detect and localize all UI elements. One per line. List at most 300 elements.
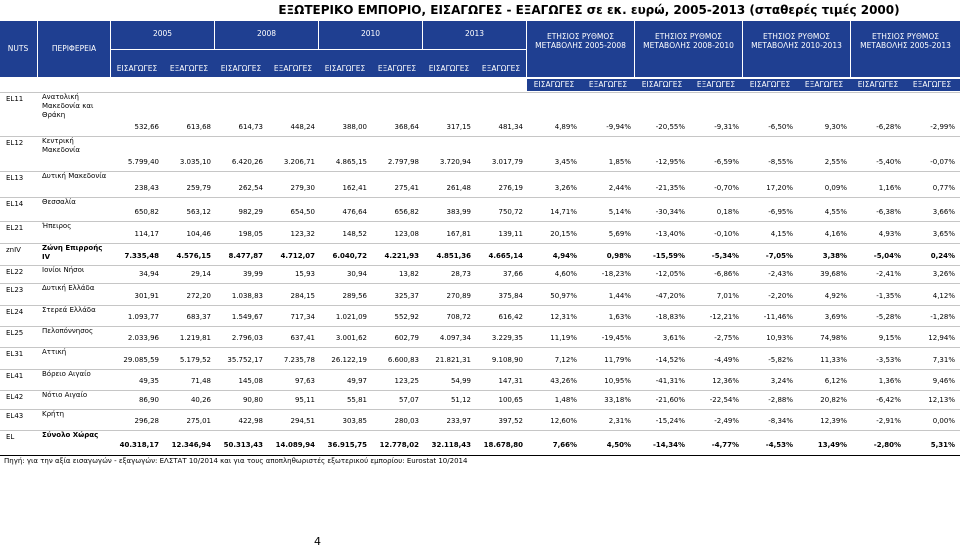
exports-rate: 0,09%: [824, 184, 847, 192]
exports-rate: 5,14%: [608, 208, 631, 216]
imports-rate: 3,24%: [770, 377, 793, 385]
imports-rate: -6,38%: [876, 208, 901, 216]
region-name: Πελοπόννησος: [42, 327, 94, 335]
imports-value: 36.915,75: [327, 441, 367, 449]
table-title: ΕΞΩΤΕΡΙΚΟ ΕΜΠΟΡΙΟ, ΕΙΣΑΓΩΓΕΣ - ΕΞΑΓΩΓΕΣ σε εκ. ευρώ, 2005-2013 (σταθερές τιμές 2000): [278, 3, 900, 17]
exports-value: 259,79: [186, 184, 211, 192]
exports-rate: 33,18%: [604, 396, 631, 404]
imports-rate: 11,19%: [550, 334, 577, 342]
imports-rate: -5,04%: [873, 252, 901, 260]
imports-value: 4.865,15: [335, 158, 367, 166]
imports-subheader: ΕΙΣΑΓΩΓΕΣ: [428, 63, 470, 73]
imports-rate: -14,34%: [652, 441, 685, 449]
exports-value: 97,63: [294, 377, 315, 385]
region-name: Στερεά Ελλάδα: [42, 306, 96, 314]
imports-value: 383,99: [446, 208, 471, 216]
region-name: Δυτική Μακεδονία: [42, 172, 107, 180]
imports-value: 39,99: [242, 270, 263, 278]
imports-rate: -12,05%: [655, 270, 685, 278]
exports-rate: -4,49%: [714, 356, 739, 364]
exports-value: 397,52: [498, 417, 523, 425]
imports-value: 289,56: [342, 292, 367, 300]
imports-value: 148,52: [342, 230, 367, 238]
nuts-code: znIV: [6, 246, 21, 254]
imports-rate: 17,20%: [766, 184, 793, 192]
row-divider: [0, 430, 960, 431]
nuts-code: EL24: [6, 308, 24, 316]
imports-value: 54,99: [450, 377, 471, 385]
imports-value: 4.851,36: [436, 252, 471, 260]
imports-value: 7.335,48: [124, 252, 159, 260]
exports-value: 123,08: [394, 230, 419, 238]
imports-rate: -5,82%: [768, 356, 793, 364]
exports-value: 656,82: [394, 208, 419, 216]
exports-value: 12.778,02: [379, 441, 419, 449]
exports-value: 279,30: [290, 184, 315, 192]
imports-rate: -18,83%: [655, 313, 685, 321]
imports-value: 8.477,87: [228, 252, 263, 260]
exports-subheader: ΕΞΑΓΩΓΕΣ: [273, 63, 313, 73]
nuts-code: EL42: [6, 393, 24, 401]
year-header-2013: 2013: [464, 29, 485, 39]
exports-subheader: ΕΞΑΓΩΓΕΣ: [481, 63, 521, 73]
imports-rate: -8,34%: [768, 417, 793, 425]
row-divider: [0, 305, 960, 306]
imports-rate: 4,60%: [554, 270, 577, 278]
imports-value: 198,05: [238, 230, 263, 238]
imports-rate: 7,12%: [554, 356, 577, 364]
imports-rate: -5,28%: [876, 313, 901, 321]
row-divider: [0, 197, 960, 198]
exports-value: 4.576,15: [176, 252, 211, 260]
imports-value: 262,54: [238, 184, 263, 192]
exports-rate: -12,21%: [709, 313, 739, 321]
imports-value: 301,91: [134, 292, 159, 300]
exports-rate: 1,63%: [608, 313, 631, 321]
exports-value: 284,15: [290, 292, 315, 300]
imports-value: 982,29: [238, 208, 263, 216]
imports-value: 1.021,09: [335, 313, 367, 321]
exports-rate-subheader: ΕΞΑΓΩΓΕΣ: [588, 79, 628, 89]
imports-value: 167,81: [446, 230, 471, 238]
exports-rate: 4,50%: [606, 441, 631, 449]
imports-rate: 14,71%: [550, 208, 577, 216]
row-divider: [0, 136, 960, 137]
exports-value: 717,34: [290, 313, 315, 321]
imports-value: 50.313,43: [223, 441, 263, 449]
exports-value: 4.221,93: [384, 252, 419, 260]
exports-value: 325,37: [394, 292, 419, 300]
imports-rate-subheader: ΕΙΣΑΓΩΓΕΣ: [533, 79, 575, 89]
exports-rate: 12,94%: [928, 334, 955, 342]
exports-value: 275,01: [186, 417, 211, 425]
exports-rate: 39,68%: [820, 270, 847, 278]
imports-subheader: ΕΙΣΑΓΩΓΕΣ: [324, 63, 366, 73]
imports-rate: 1,48%: [554, 396, 577, 404]
rate-header-2005-2013: ΕΤΗΣΙΟΣ ΡΥΘΜΟΣ ΜΕΤΑΒΟΛΗΣ 2005-2013: [860, 32, 951, 50]
exports-value: 3.017,79: [491, 158, 523, 166]
region-name: Ιονίοι Νήσοι: [42, 266, 85, 274]
page-number: 4: [314, 535, 321, 548]
imports-rate: -41,31%: [655, 377, 685, 385]
exports-rate: 3,65%: [932, 230, 955, 238]
imports-value: 296,28: [134, 417, 159, 425]
imports-value: 32.118,43: [431, 441, 471, 449]
row-divider: [0, 265, 960, 266]
imports-rate: -2,91%: [876, 417, 901, 425]
row-divider: [0, 390, 960, 391]
exports-value: 18.678,80: [483, 441, 523, 449]
nuts-code: EL11: [6, 95, 24, 103]
imports-value: 114,17: [134, 230, 159, 238]
exports-value: 147,31: [498, 377, 523, 385]
footer-rule: [0, 455, 960, 456]
imports-value: 30,94: [346, 270, 367, 278]
nuts-code: EL41: [6, 372, 24, 380]
imports-value: 270,89: [446, 292, 471, 300]
imports-value: 49,35: [138, 377, 159, 385]
exports-rate: 0,00%: [932, 417, 955, 425]
imports-value: 21.821,31: [435, 356, 471, 364]
imports-rate: 9,15%: [878, 334, 901, 342]
imports-value: 40.318,17: [119, 441, 159, 449]
imports-value: 2.033,96: [127, 334, 159, 342]
imports-value: 28,73: [450, 270, 471, 278]
imports-value: 1.093,77: [127, 313, 159, 321]
imports-rate: -30,34%: [655, 208, 685, 216]
rate-header-2010-2013: ΕΤΗΣΙΟΣ ΡΥΘΜΟΣ ΜΕΤΑΒΟΛΗΣ 2010-2013: [751, 32, 842, 50]
imports-rate: -21,60%: [655, 396, 685, 404]
exports-value: 2.797,98: [387, 158, 419, 166]
imports-rate: -4,53%: [765, 441, 793, 449]
exports-subheader: ΕΞΑΓΩΓΕΣ: [377, 63, 417, 73]
imports-rate: -12,95%: [655, 158, 685, 166]
region-name: Κρήτη: [42, 410, 65, 418]
imports-value: 162,41: [342, 184, 367, 192]
imports-rate: -6,28%: [876, 123, 901, 131]
exports-rate: 5,31%: [930, 441, 955, 449]
exports-value: 375,84: [498, 292, 523, 300]
exports-value: 100,65: [498, 396, 523, 404]
imports-rate: 1,36%: [878, 377, 901, 385]
imports-value: 2.796,03: [231, 334, 263, 342]
nuts-header: NUTS: [7, 43, 29, 53]
exports-rate: 4,92%: [824, 292, 847, 300]
imports-rate: -15,24%: [655, 417, 685, 425]
row-divider: [0, 283, 960, 284]
imports-rate: -15,59%: [652, 252, 685, 260]
imports-rate: 20,15%: [550, 230, 577, 238]
exports-value: 563,12: [186, 208, 211, 216]
rate-header-2008-2010: ΕΤΗΣΙΟΣ ΡΥΘΜΟΣ ΜΕΤΑΒΟΛΗΣ 2008-2010: [643, 32, 734, 50]
exports-rate: -4,77%: [711, 441, 739, 449]
imports-rate: -14,52%: [655, 356, 685, 364]
exports-rate: 0,24%: [930, 252, 955, 260]
exports-value: 4.665,14: [488, 252, 523, 260]
exports-rate: 9,30%: [824, 123, 847, 131]
exports-rate: 1,44%: [608, 292, 631, 300]
exports-rate: 4,16%: [824, 230, 847, 238]
exports-value: 276,19: [498, 184, 523, 192]
imports-value: 51,12: [450, 396, 471, 404]
exports-value: 272,20: [186, 292, 211, 300]
exports-rate-subheader: ΕΞΑΓΩΓΕΣ: [804, 79, 844, 89]
imports-value: 90,80: [242, 396, 263, 404]
imports-value: 4.097,34: [439, 334, 471, 342]
exports-value: 3.229,35: [491, 334, 523, 342]
row-divider: [0, 243, 960, 244]
year-header-2005: 2005: [152, 29, 173, 39]
row-divider: [0, 347, 960, 348]
exports-value: 3.206,71: [283, 158, 315, 166]
row-divider: [0, 171, 960, 172]
exports-rate: -22,54%: [709, 396, 739, 404]
imports-value: 388,00: [342, 123, 367, 131]
exports-value: 280,03: [394, 417, 419, 425]
imports-value: 708,72: [446, 313, 471, 321]
nuts-code: EL23: [6, 286, 24, 294]
imports-subheader: ΕΙΣΑΓΩΓΕΣ: [220, 63, 262, 73]
exports-rate: 3,38%: [822, 252, 847, 260]
imports-rate: 12,60%: [550, 417, 577, 425]
imports-rate: 43,26%: [550, 377, 577, 385]
imports-value: 532,66: [134, 123, 159, 131]
imports-rate: 1,16%: [878, 184, 901, 192]
source-note: Πηγή: για την αξία εισαγωγών - εξαγωγών: ΕΛΣΤΑΤ 10/2014 και για τους αποπληθωριστές εξωτερικού εμπορίου: Eurostat 10/2014: [4, 457, 468, 465]
exports-rate: 0,18%: [716, 208, 739, 216]
row-divider: [0, 92, 960, 93]
exports-value: 57,07: [398, 396, 419, 404]
exports-rate: 2,44%: [608, 184, 631, 192]
nuts-code: EL43: [6, 412, 24, 420]
imports-rate: 4,94%: [552, 252, 577, 260]
imports-rate: 12,31%: [550, 313, 577, 321]
imports-value: 34,94: [138, 270, 159, 278]
nuts-code: EL: [6, 433, 15, 441]
imports-value: 1.038,83: [231, 292, 263, 300]
imports-value: 6.420,26: [231, 158, 263, 166]
imports-value: 614,73: [238, 123, 263, 131]
exports-rate: 20,82%: [820, 396, 847, 404]
exports-rate: 0,77%: [932, 184, 955, 192]
exports-rate: 3,69%: [824, 313, 847, 321]
imports-value: 303,85: [342, 417, 367, 425]
exports-value: 4.712,07: [280, 252, 315, 260]
imports-rate: -5,40%: [876, 158, 901, 166]
exports-value: 9.108,90: [491, 356, 523, 364]
nuts-code: EL21: [6, 224, 24, 232]
exports-value: 368,64: [394, 123, 419, 131]
exports-rate: 4,55%: [824, 208, 847, 216]
imports-rate: 4,93%: [878, 230, 901, 238]
imports-rate: -2,41%: [876, 270, 901, 278]
row-divider: [0, 369, 960, 370]
nuts-code: EL22: [6, 268, 24, 276]
exports-value: 40,26: [190, 396, 211, 404]
imports-rate-subheader: ΕΙΣΑΓΩΓΕΣ: [857, 79, 899, 89]
exports-rate: -18,23%: [601, 270, 631, 278]
imports-value: 26.122,19: [331, 356, 367, 364]
imports-value: 145,08: [238, 377, 263, 385]
rate-header-2005-2008: ΕΤΗΣΙΟΣ ΡΥΘΜΟΣ ΜΕΤΑΒΟΛΗΣ 2005-2008: [535, 32, 626, 50]
imports-rate: -6,42%: [876, 396, 901, 404]
exports-rate: 7,01%: [716, 292, 739, 300]
imports-value: 29.085,59: [123, 356, 159, 364]
exports-rate: 3,26%: [932, 270, 955, 278]
imports-rate: 4,15%: [770, 230, 793, 238]
exports-rate: -19,45%: [601, 334, 631, 342]
imports-rate: 10,93%: [766, 334, 793, 342]
region-name: Ανατολική Μακεδονία και Θράκη: [42, 93, 94, 119]
exports-value: 123,32: [290, 230, 315, 238]
exports-rate-subheader: ΕΞΑΓΩΓΕΣ: [912, 79, 952, 89]
imports-rate: -21,35%: [655, 184, 685, 192]
exports-value: 683,37: [186, 313, 211, 321]
imports-rate: -47,20%: [655, 292, 685, 300]
region-name: Βόρειο Αιγαίο: [42, 370, 91, 378]
imports-rate: -11,46%: [763, 313, 793, 321]
exports-value: 637,41: [290, 334, 315, 342]
exports-value: 71,48: [190, 377, 211, 385]
imports-rate: 3,45%: [554, 158, 577, 166]
imports-value: 1.549,67: [231, 313, 263, 321]
imports-value: 3.001,62: [335, 334, 367, 342]
exports-rate: -0,70%: [714, 184, 739, 192]
imports-rate: -20,55%: [655, 123, 685, 131]
exports-value: 750,72: [498, 208, 523, 216]
exports-value: 613,68: [186, 123, 211, 131]
imports-value: 261,48: [446, 184, 471, 192]
exports-rate: 2,31%: [608, 417, 631, 425]
imports-rate: -2,20%: [768, 292, 793, 300]
exports-rate: 1,85%: [608, 158, 631, 166]
row-divider: [0, 326, 960, 327]
exports-rate: -9,31%: [714, 123, 739, 131]
nuts-code: EL14: [6, 200, 24, 208]
nuts-code: EL12: [6, 139, 24, 147]
exports-rate: -0,07%: [930, 158, 955, 166]
imports-value: 476,64: [342, 208, 367, 216]
imports-rate: 3,61%: [662, 334, 685, 342]
region-name: Ζώνη Επιρροής IV: [42, 244, 103, 261]
exports-value: 139,11: [498, 230, 523, 238]
exports-value: 6.600,83: [387, 356, 419, 364]
exports-value: 294,51: [290, 417, 315, 425]
imports-value: 317,15: [446, 123, 471, 131]
imports-rate: 4,89%: [554, 123, 577, 131]
exports-rate: 5,69%: [608, 230, 631, 238]
exports-rate: 11,79%: [604, 356, 631, 364]
imports-value: 86,90: [138, 396, 159, 404]
imports-rate: 3,26%: [554, 184, 577, 192]
exports-value: 7.235,78: [283, 356, 315, 364]
imports-rate: -6,50%: [768, 123, 793, 131]
exports-value: 123,25: [394, 377, 419, 385]
imports-rate: -2,43%: [768, 270, 793, 278]
imports-rate: -8,55%: [768, 158, 793, 166]
exports-rate: 11,33%: [820, 356, 847, 364]
exports-rate: 0,98%: [606, 252, 631, 260]
exports-value: 37,66: [502, 270, 523, 278]
exports-rate: -6,59%: [714, 158, 739, 166]
exports-value: 14.089,94: [275, 441, 315, 449]
region-name: Κεντρική Μακεδονία: [42, 137, 81, 154]
exports-rate: 2,55%: [824, 158, 847, 166]
region-name: Νότιο Αιγαίο: [42, 391, 88, 399]
imports-value: 650,82: [134, 208, 159, 216]
exports-value: 616,42: [498, 313, 523, 321]
exports-rate: -2,99%: [930, 123, 955, 131]
year-header-2010: 2010: [360, 29, 381, 39]
imports-rate-subheader: ΕΙΣΑΓΩΓΕΣ: [641, 79, 683, 89]
imports-rate: -2,80%: [873, 441, 901, 449]
exports-value: 275,41: [394, 184, 419, 192]
exports-rate: 9,46%: [932, 377, 955, 385]
row-divider: [0, 409, 960, 410]
exports-rate: 3,66%: [932, 208, 955, 216]
region-name: Θεσσαλία: [42, 198, 76, 206]
region-name: Σύνολο Χώρας: [42, 431, 99, 439]
exports-rate: 13,49%: [817, 441, 847, 449]
exports-rate: 6,12%: [824, 377, 847, 385]
imports-value: 422,98: [238, 417, 263, 425]
exports-value: 95,11: [294, 396, 315, 404]
exports-rate: -0,10%: [714, 230, 739, 238]
imports-value: 49,97: [346, 377, 367, 385]
nuts-code: EL25: [6, 329, 24, 337]
exports-rate: 12,39%: [820, 417, 847, 425]
exports-rate: 7,31%: [932, 356, 955, 364]
exports-rate: -9,94%: [606, 123, 631, 131]
exports-rate: 4,12%: [932, 292, 955, 300]
imports-value: 5.799,40: [127, 158, 159, 166]
imports-value: 3.720,94: [439, 158, 471, 166]
exports-rate: -5,34%: [711, 252, 739, 260]
exports-rate: -2,75%: [714, 334, 739, 342]
row-divider: [0, 221, 960, 222]
exports-value: 15,93: [294, 270, 315, 278]
nuts-code: EL13: [6, 174, 24, 182]
exports-rate-subheader: ΕΞΑΓΩΓΕΣ: [696, 79, 736, 89]
imports-rate-subheader: ΕΙΣΑΓΩΓΕΣ: [749, 79, 791, 89]
exports-value: 654,50: [290, 208, 315, 216]
imports-rate: -7,05%: [765, 252, 793, 260]
exports-rate: -1,28%: [930, 313, 955, 321]
exports-value: 448,24: [290, 123, 315, 131]
exports-rate: -2,49%: [714, 417, 739, 425]
exports-value: 13,82: [398, 270, 419, 278]
exports-rate: 12,13%: [928, 396, 955, 404]
exports-value: 104,46: [186, 230, 211, 238]
imports-rate: -1,35%: [876, 292, 901, 300]
imports-value: 35.752,17: [227, 356, 263, 364]
exports-value: 5.179,52: [179, 356, 211, 364]
exports-rate: -6,86%: [714, 270, 739, 278]
region-name: Αττική: [42, 348, 67, 356]
exports-value: 481,34: [498, 123, 523, 131]
imports-value: 55,81: [346, 396, 367, 404]
imports-rate: -6,95%: [768, 208, 793, 216]
year-header-2008: 2008: [256, 29, 277, 39]
exports-subheader: ΕΞΑΓΩΓΕΣ: [169, 63, 209, 73]
exports-rate: 10,95%: [604, 377, 631, 385]
exports-value: 552,92: [394, 313, 419, 321]
imports-rate: 50,97%: [550, 292, 577, 300]
imports-value: 238,43: [134, 184, 159, 192]
exports-value: 1.219,81: [179, 334, 211, 342]
exports-value: 12.346,94: [171, 441, 211, 449]
region-name: Ήπειρος: [42, 222, 72, 230]
